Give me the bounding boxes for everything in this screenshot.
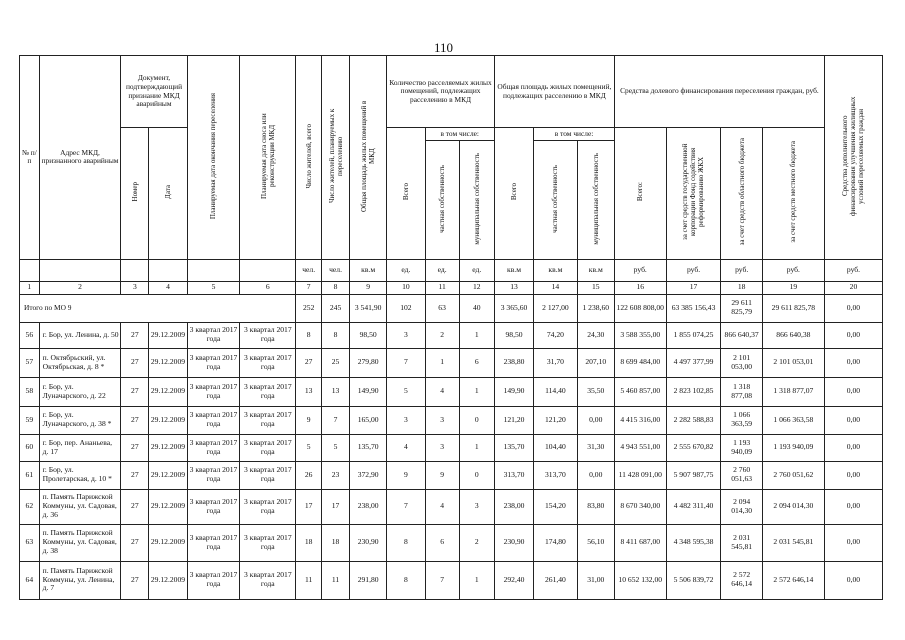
table-cell: 9 xyxy=(296,406,322,434)
table-cell: 29.12.2009 xyxy=(149,524,187,561)
unit-label: кв.м xyxy=(534,259,577,281)
header-residents-total: Число жителей, всего xyxy=(304,123,313,189)
table-cell: 3 квартал 2017 года xyxy=(240,377,296,406)
table-cell: 27 xyxy=(121,406,149,434)
table-cell: 1 xyxy=(459,434,494,461)
header-planned-demolition: Планируемая дата сноса или реконструкции МКД xyxy=(259,113,276,199)
table-cell: 74,20 xyxy=(534,322,577,348)
table-cell: 27 xyxy=(121,434,149,461)
table-cell: 1 xyxy=(425,348,459,377)
table-cell: 2 572 646,14 xyxy=(721,561,762,599)
column-number: 4 xyxy=(149,281,187,294)
address-cell: п. Память Парижской Коммуны, ул. Садовая, д. 38 xyxy=(39,524,121,561)
column-number: 3 xyxy=(121,281,149,294)
table-cell: 0 xyxy=(459,406,494,434)
table-cell: 5 xyxy=(296,434,322,461)
table-cell: 114,40 xyxy=(534,377,577,406)
header-rooms-count: Количество расселяемых жилых помещений, подлежащих расселению в МКД xyxy=(387,56,495,128)
header-fund-local: за счет средств местного бюджета xyxy=(789,141,798,243)
table-cell: 104,40 xyxy=(534,434,577,461)
table-cell: 60 xyxy=(20,434,40,461)
table-cell: 3 квартал 2017 года xyxy=(187,377,240,406)
table-cell: 4 xyxy=(425,489,459,524)
table-cell: 4 482 311,40 xyxy=(666,489,721,524)
unit-label: ед. xyxy=(459,259,494,281)
address-cell: г. Бор, ул. Луначарского, д. 38 * xyxy=(39,406,121,434)
column-number: 17 xyxy=(666,281,721,294)
column-number: 15 xyxy=(577,281,614,294)
table-cell: 0,00 xyxy=(824,377,882,406)
table-cell: 238,80 xyxy=(494,348,533,377)
table-cell: 29.12.2009 xyxy=(149,561,187,599)
table-cell: 3 xyxy=(459,489,494,524)
total-row-value: 40 xyxy=(459,294,494,322)
table-cell: 2 760 051,62 xyxy=(762,461,824,489)
total-row-value: 29 611 825,78 xyxy=(762,294,824,322)
total-row-value: 122 608 808,00 xyxy=(614,294,666,322)
table-cell: 11 xyxy=(296,561,322,599)
table-cell: 56 xyxy=(20,322,40,348)
table-cell: 0,00 xyxy=(824,561,882,599)
table-cell: 3 квартал 2017 года xyxy=(240,434,296,461)
table-cell: 98,50 xyxy=(494,322,533,348)
total-row-value: 2 127,00 xyxy=(534,294,577,322)
address-cell: г. Бор, ул. Пролетарская, д. 10 * xyxy=(39,461,121,489)
table-cell: 121,20 xyxy=(494,406,533,434)
table-cell: 5 xyxy=(322,434,350,461)
total-row-value: 63 xyxy=(425,294,459,322)
table-cell: 230,90 xyxy=(350,524,387,561)
table-cell: 149,90 xyxy=(350,377,387,406)
header-fund-additional: Средства дополнительного финансирования улучшения жилищных условий переселяемых граждан xyxy=(841,96,866,216)
table-cell: 61 xyxy=(20,461,40,489)
table-cell: 31,70 xyxy=(534,348,577,377)
table-cell: 31,00 xyxy=(577,561,614,599)
header-fund-total: Всего: xyxy=(636,182,645,202)
table-cell: 0,00 xyxy=(824,434,882,461)
unit-label: кв.м xyxy=(577,259,614,281)
table-cell: 0 xyxy=(459,461,494,489)
table-cell: 26 xyxy=(296,461,322,489)
unit-label: ед. xyxy=(425,259,459,281)
table-cell: 4 497 377,99 xyxy=(666,348,721,377)
table-cell: 98,50 xyxy=(350,322,387,348)
table-cell: 372,90 xyxy=(350,461,387,489)
column-number: 12 xyxy=(459,281,494,294)
unit-label: кв.м xyxy=(350,259,387,281)
column-number: 8 xyxy=(322,281,350,294)
column-number: 2 xyxy=(39,281,121,294)
table-cell: 27 xyxy=(121,348,149,377)
table-cell: 2 282 588,83 xyxy=(666,406,721,434)
table-cell: 5 460 857,00 xyxy=(614,377,666,406)
table-cell: 0,00 xyxy=(577,461,614,489)
table-cell: 1 193 940,09 xyxy=(721,434,762,461)
table-cell: 59 xyxy=(20,406,40,434)
table-cell: 0,00 xyxy=(824,348,882,377)
header-funding: Средства долевого финансирования переселения граждан, руб. xyxy=(614,56,824,128)
total-row-value: 29 611 825,79 xyxy=(721,294,762,322)
table-cell: 13 xyxy=(322,377,350,406)
table-cell: 0,00 xyxy=(824,489,882,524)
table-cell: 29.12.2009 xyxy=(149,434,187,461)
table-cell: 11 428 091,00 xyxy=(614,461,666,489)
total-row-value: 245 xyxy=(322,294,350,322)
table-cell: 1 066 363,59 xyxy=(721,406,762,434)
header-planned-resettle-end: Планируемая дата окончания переселения xyxy=(209,92,218,220)
table-cell: 4 415 316,00 xyxy=(614,406,666,434)
table-cell: 1 066 363,58 xyxy=(762,406,824,434)
table-cell: 24,30 xyxy=(577,322,614,348)
total-row-value: 102 xyxy=(387,294,425,322)
table-cell: 0,00 xyxy=(824,461,882,489)
header-num: № п/п xyxy=(20,56,40,260)
table-cell: 3 квартал 2017 года xyxy=(240,322,296,348)
total-row-label: Итого по МО 9 xyxy=(20,294,296,322)
unit-label: руб. xyxy=(762,259,824,281)
table-cell: 6 xyxy=(459,348,494,377)
table-cell: 3 квартал 2017 года xyxy=(240,561,296,599)
address-cell: п. Октябрьский, ул. Октябрьская, д. 8 * xyxy=(39,348,121,377)
header-area-resettle: Общая площадь жилых помещений, подлежащих расселению в МКД xyxy=(494,56,614,128)
table-cell: 261,40 xyxy=(534,561,577,599)
column-number: 11 xyxy=(425,281,459,294)
table-row xyxy=(20,561,883,599)
table-cell: 165,00 xyxy=(350,406,387,434)
table-cell: 279,80 xyxy=(350,348,387,377)
table-cell: 154,20 xyxy=(534,489,577,524)
table-cell: 58 xyxy=(20,377,40,406)
table-cell: 2 031 545,81 xyxy=(762,524,824,561)
table-cell: 29.12.2009 xyxy=(149,489,187,524)
page-number: 110 xyxy=(434,40,454,55)
table-cell: 2 823 102,85 xyxy=(666,377,721,406)
column-number: 9 xyxy=(350,281,387,294)
table-cell: 1 193 940,09 xyxy=(762,434,824,461)
address-cell: п. Память Парижской Коммуны, ул. Ленина, д. 7 xyxy=(39,561,121,599)
table-cell: 29.12.2009 xyxy=(149,461,187,489)
table-cell: 3 xyxy=(425,434,459,461)
column-number: 6 xyxy=(240,281,296,294)
table-cell: 8 699 484,00 xyxy=(614,348,666,377)
table-row xyxy=(20,348,883,377)
table-cell: 2 555 670,82 xyxy=(666,434,721,461)
unit-label: чел. xyxy=(322,259,350,281)
table-cell: 29.12.2009 xyxy=(149,348,187,377)
table-cell: 4 xyxy=(425,377,459,406)
table-cell: 5 506 839,72 xyxy=(666,561,721,599)
address-cell: г. Бор, пер. Ананьева, д. 17 xyxy=(39,434,121,461)
header-rooms-municipal: муниципальная собственность xyxy=(472,152,481,245)
header-fund-state: за счет средств государственной корпорации Фонд содействия реформированию ЖКХ xyxy=(681,143,706,241)
column-number: 7 xyxy=(296,281,322,294)
table-cell: 2 031 545,81 xyxy=(721,524,762,561)
table-cell: 3 квартал 2017 года xyxy=(187,348,240,377)
table-cell: 2 101 053,01 xyxy=(762,348,824,377)
table-cell: 1 xyxy=(459,377,494,406)
table-cell: 207,10 xyxy=(577,348,614,377)
table-cell: 149,90 xyxy=(494,377,533,406)
table-cell: 17 xyxy=(296,489,322,524)
table-cell: 5 907 987,75 xyxy=(666,461,721,489)
table-cell: 1 xyxy=(459,561,494,599)
table-cell: 25 xyxy=(322,348,350,377)
table-cell: 27 xyxy=(121,322,149,348)
table-cell: 8 xyxy=(387,561,425,599)
table-cell: 3 квартал 2017 года xyxy=(240,524,296,561)
resettlement-table xyxy=(19,55,883,600)
header-document: Документ, подтверждающий признание МКД аварийным xyxy=(121,56,187,128)
header-area-including: в том числе: xyxy=(534,128,615,141)
unit-label: чел. xyxy=(296,259,322,281)
table-cell: 10 652 132,00 xyxy=(614,561,666,599)
table-cell: 27 xyxy=(121,561,149,599)
table-cell: 27 xyxy=(121,377,149,406)
unit-label: кв.м xyxy=(494,259,533,281)
table-cell: 3 квартал 2017 года xyxy=(187,561,240,599)
table-cell: 3 квартал 2017 года xyxy=(187,322,240,348)
table-cell: 62 xyxy=(20,489,40,524)
table-cell: 866 640,38 xyxy=(762,322,824,348)
table-cell: 1 855 074,25 xyxy=(666,322,721,348)
unit-label: руб. xyxy=(721,259,762,281)
total-row-value: 252 xyxy=(296,294,322,322)
table-row xyxy=(20,524,883,561)
column-number: 1 xyxy=(20,281,40,294)
total-row xyxy=(20,294,883,322)
table-cell: 866 640,37 xyxy=(721,322,762,348)
header-rooms-including: в том числе: xyxy=(425,128,494,141)
header-residents-planned: Число жителей, планируемых к переселению xyxy=(327,108,344,204)
table-cell: 291,80 xyxy=(350,561,387,599)
unit-label: ед. xyxy=(387,259,425,281)
table-cell: 1 xyxy=(459,322,494,348)
table-cell: 63 xyxy=(20,524,40,561)
table-cell: 3 xyxy=(387,406,425,434)
table-cell: 121,20 xyxy=(534,406,577,434)
column-number: 16 xyxy=(614,281,666,294)
table-cell: 3 квартал 2017 года xyxy=(187,461,240,489)
table-row xyxy=(20,322,883,348)
table-cell: 313,70 xyxy=(534,461,577,489)
table-cell: 2 094 014,30 xyxy=(762,489,824,524)
header-rooms-private: частная собственность xyxy=(438,164,447,233)
table-cell: 5 xyxy=(387,377,425,406)
table-cell: 135,70 xyxy=(494,434,533,461)
table-cell: 8 xyxy=(296,322,322,348)
table-cell: 35,50 xyxy=(577,377,614,406)
table-cell: 0,00 xyxy=(824,322,882,348)
table-cell: 1 318 877,08 xyxy=(721,377,762,406)
header-total-area: Общая площадь жилых помещений в МКД xyxy=(360,100,377,212)
column-number: 14 xyxy=(534,281,577,294)
table-cell: 3 xyxy=(425,406,459,434)
table-cell: 8 xyxy=(387,524,425,561)
table-cell: 238,00 xyxy=(494,489,533,524)
table-row xyxy=(20,461,883,489)
table-cell: 18 xyxy=(296,524,322,561)
table-cell: 23 xyxy=(322,461,350,489)
table-cell: 83,80 xyxy=(577,489,614,524)
column-number: 19 xyxy=(762,281,824,294)
table-cell: 27 xyxy=(121,524,149,561)
total-row-value: 0,00 xyxy=(824,294,882,322)
table-cell: 3 квартал 2017 года xyxy=(187,524,240,561)
address-cell: г. Бор, ул. Ленина, д. 50 xyxy=(39,322,121,348)
header-doc-date: Дата xyxy=(163,185,172,199)
table-cell: 7 xyxy=(387,489,425,524)
table-cell: 57 xyxy=(20,348,40,377)
table-cell: 6 xyxy=(425,524,459,561)
table-cell: 27 xyxy=(121,489,149,524)
address-cell: п. Память Парижской Коммуны, ул. Садовая, д. 36 xyxy=(39,489,121,524)
table-cell: 3 квартал 2017 года xyxy=(187,434,240,461)
table-cell: 0,00 xyxy=(824,524,882,561)
header-doc-number: Номер xyxy=(130,182,139,202)
table-cell: 9 xyxy=(387,461,425,489)
table-cell: 8 411 687,00 xyxy=(614,524,666,561)
table-cell: 2 xyxy=(459,524,494,561)
header-area-total: Всего xyxy=(510,183,518,201)
table-cell: 4 xyxy=(387,434,425,461)
table-cell: 1 318 877,07 xyxy=(762,377,824,406)
table-cell: 29.12.2009 xyxy=(149,322,187,348)
table-cell: 13 xyxy=(296,377,322,406)
table-cell: 3 квартал 2017 года xyxy=(240,489,296,524)
table-cell: 174,80 xyxy=(534,524,577,561)
header-area-private: частная собственность xyxy=(551,164,560,233)
column-number: 18 xyxy=(721,281,762,294)
table-cell: 4 348 595,38 xyxy=(666,524,721,561)
table-cell: 9 xyxy=(425,461,459,489)
table-cell: 0,00 xyxy=(824,406,882,434)
table-cell: 11 xyxy=(322,561,350,599)
table-cell: 135,70 xyxy=(350,434,387,461)
table-cell: 0,00 xyxy=(577,406,614,434)
total-row-value: 3 541,90 xyxy=(350,294,387,322)
table-cell: 64 xyxy=(20,561,40,599)
unit-label: руб. xyxy=(824,259,882,281)
table-cell: 29.12.2009 xyxy=(149,406,187,434)
table-cell: 3 квартал 2017 года xyxy=(240,461,296,489)
table-cell: 3 квартал 2017 года xyxy=(187,406,240,434)
header-rooms-total: Всего xyxy=(401,183,410,201)
table-row xyxy=(20,489,883,524)
table-cell: 7 xyxy=(387,348,425,377)
table-row xyxy=(20,377,883,406)
table-cell: 238,00 xyxy=(350,489,387,524)
table-cell: 4 943 551,00 xyxy=(614,434,666,461)
table-cell: 31,30 xyxy=(577,434,614,461)
header-area-municipal: муниципальная собственность xyxy=(591,152,600,245)
table-cell: 2 094 014,30 xyxy=(721,489,762,524)
total-row-value: 63 385 156,43 xyxy=(666,294,721,322)
column-number: 5 xyxy=(187,281,240,294)
table-cell: 27 xyxy=(296,348,322,377)
total-row-value: 3 365,60 xyxy=(494,294,533,322)
table-cell: 313,70 xyxy=(494,461,533,489)
table-cell: 292,40 xyxy=(494,561,533,599)
column-number: 13 xyxy=(494,281,533,294)
header-fund-regional: за счет средств областного бюджета xyxy=(737,138,746,246)
table-cell: 2 572 646,14 xyxy=(762,561,824,599)
table-cell: 8 670 340,00 xyxy=(614,489,666,524)
table-cell: 3 xyxy=(387,322,425,348)
table-cell: 27 xyxy=(121,461,149,489)
table-cell: 2 101 053,00 xyxy=(721,348,762,377)
table-cell: 56,10 xyxy=(577,524,614,561)
column-number: 20 xyxy=(824,281,882,294)
unit-label: руб. xyxy=(666,259,721,281)
address-cell: г. Бор, ул. Луначарского, д. 22 xyxy=(39,377,121,406)
table-cell: 3 квартал 2017 года xyxy=(240,406,296,434)
table-cell: 7 xyxy=(322,406,350,434)
header-address: Адрес МКД, признанного аварийным xyxy=(39,56,121,260)
table-cell: 29.12.2009 xyxy=(149,377,187,406)
unit-label: руб. xyxy=(614,259,666,281)
table-row xyxy=(20,434,883,461)
table-cell: 7 xyxy=(425,561,459,599)
table-cell: 3 588 355,00 xyxy=(614,322,666,348)
table-cell: 2 xyxy=(425,322,459,348)
table-cell: 3 квартал 2017 года xyxy=(240,348,296,377)
table-cell: 230,90 xyxy=(494,524,533,561)
table-cell: 17 xyxy=(322,489,350,524)
table-cell: 2 760 051,63 xyxy=(721,461,762,489)
column-number: 10 xyxy=(387,281,425,294)
table-row xyxy=(20,406,883,434)
table-cell: 8 xyxy=(322,322,350,348)
total-row-value: 1 238,60 xyxy=(577,294,614,322)
table-cell: 18 xyxy=(322,524,350,561)
table-cell: 3 квартал 2017 года xyxy=(187,489,240,524)
